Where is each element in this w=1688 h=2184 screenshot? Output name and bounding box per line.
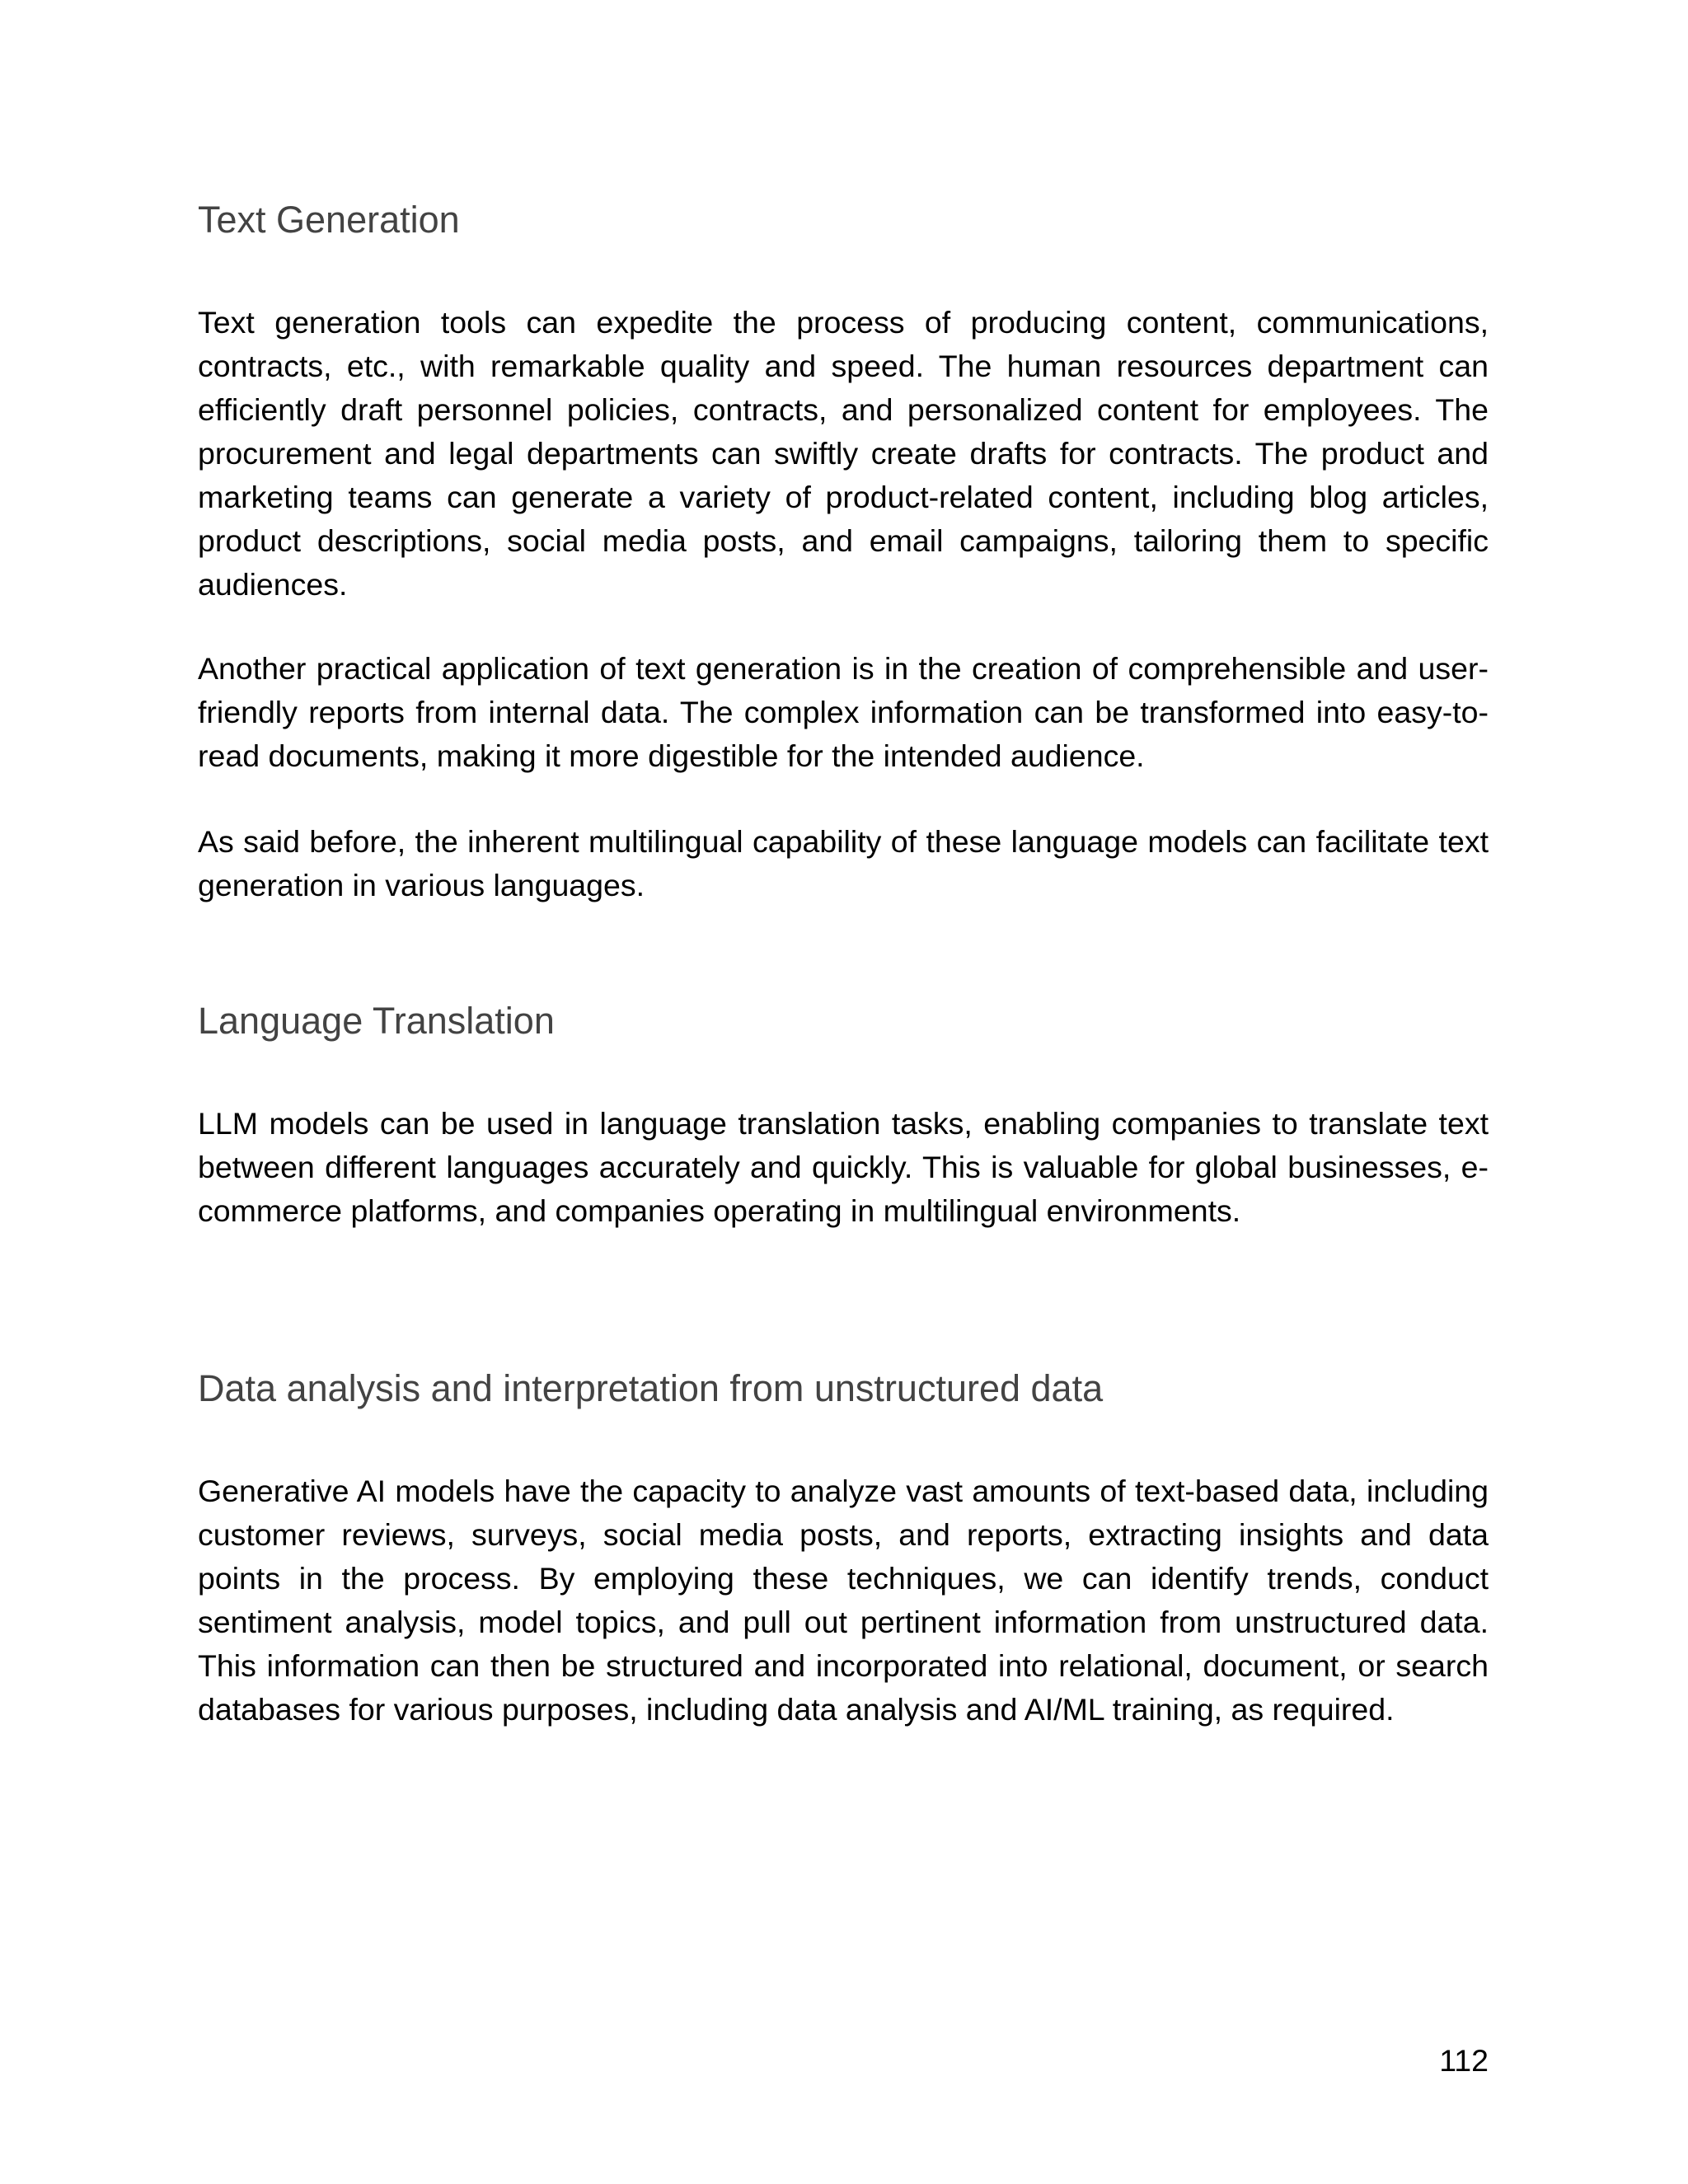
section-heading-text-generation: Text Generation [198, 199, 460, 241]
page-number: 112 [1439, 2043, 1489, 2078]
section-heading-language-translation: Language Translation [198, 1000, 555, 1042]
paragraph-reports-from-internal-data: Another practical application of text generation is in the creation of comprehensible and user-friendly reports from internal data. The complex information can be transformed into easy-to-read documents, making it more digestible for the intended audience. [198, 651, 1489, 773]
section-heading-data-analysis: Data analysis and interpretation from unstructured data [198, 1367, 1104, 1409]
paragraph-multilingual-generation: As said before, the inherent multilingual capability of these language models can facilitate text generation in various languages. [198, 824, 1489, 902]
paragraph-text-generation-tools: Text generation tools can expedite the process of producing content, communications, contracts, etc., with remarkable quality and speed. The human resources department can efficiently draft personnel policies, contracts, and personalized content for employees. The procurement and legal departments can swiftly create drafts for contracts. The product and marketing teams can generate a variety of product-related content, including blog articles, product descriptions, social media posts, and email campaigns, tailoring them to specific audiences. [198, 305, 1489, 602]
paragraph-data-analysis: Generative AI models have the capacity to analyze vast amounts of text-based data, including customer reviews, surveys, social media posts, and reports, extracting insights and data points in the process. By employing these techniques, we can identify trends, conduct sentiment analysis, model topics, and pull out pertinent information from unstructured data. This information can then be structured and incorporated into relational, document, or search databases for various purposes, including data analysis and AI/ML training, as required. [198, 1474, 1489, 1727]
paragraph-language-translation: LLM models can be used in language translation tasks, enabling companies to translate text between different languages accurately and quickly. This is valuable for global businesses, e-commerce platforms, and companies operating in multilingual environments. [198, 1106, 1489, 1228]
